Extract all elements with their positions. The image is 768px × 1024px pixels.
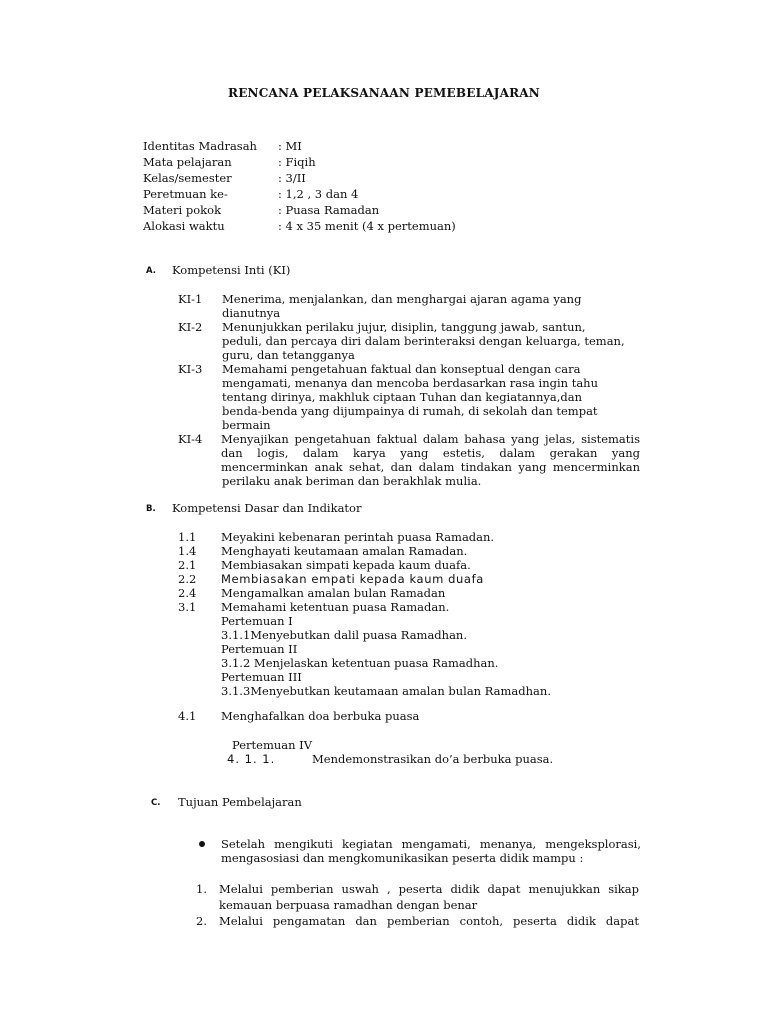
ki-text-line: Menyajikan pengetahuan faktual dalam bahasa yang jelas, sistematis [221,432,640,446]
kd-number: 1.1 [178,530,197,544]
indicator-text: 3.1.1Menyebutkan dalil puasa Ramadhan. [221,628,467,642]
kd-number: 2.4 [178,586,197,600]
ki-code: KI-2 [178,320,203,334]
identity-value: : Fiqih [278,155,316,169]
kd-text: Membiasakan simpati kepada kaum duafa. [221,558,471,572]
ki-text-line: Memahami pengetahuan faktual dan konseptual dengan cara [222,362,581,376]
identity-value: : MI [278,139,302,153]
ki-text-line: perilaku anak beriman dan berakhlak mulia. [222,474,482,488]
objective-line: kemauan berpuasa ramadhan dengan benar [219,898,478,912]
identity-value: : 1,2 , 3 dan 4 [278,187,359,201]
ki-text-line: Menerima, menjalankan, dan menghargai ajaran agama yang [222,292,582,306]
objective-line: Melalui pemberian uswah , peserta didik dapat menujukkan sikap [219,882,639,896]
ki-text-line: dan logis, dalam karya yang estetis, dalam gerakan yang [221,446,640,460]
identity-label: Peretmuan ke- [143,187,228,201]
ki-text-line: Menunjukkan perilaku jujur, disiplin, tanggung jawab, santun, [222,320,586,334]
ki-code: KI-1 [178,292,203,306]
ki-text-line: bermain [222,418,271,432]
meeting-label: Pertemuan I [221,614,293,628]
ki-code: KI-4 [178,432,203,446]
objective-intro-line: Setelah mengikuti kegiatan mengamati, menanya, mengeksplorasi, [221,837,641,851]
ki-text-line: tentang dirinya, makhluk ciptaan Tuhan dan kegiatannya,dan [222,390,583,404]
identity-value: : Puasa Ramadan [278,203,380,217]
ki-text-line: benda-benda yang dijumpainya di rumah, di sekolah dan tempat [222,404,598,418]
identity-label: Alokasi waktu [143,219,225,233]
kd-number: 2.1 [178,558,197,572]
section-heading: Tujuan Pembelajaran [178,795,302,809]
identity-value: : 3/II [278,171,306,185]
bullet-icon [199,841,205,847]
kd-text: Meyakini kebenaran perintah puasa Ramadan. [221,530,495,544]
meeting-label: Pertemuan II [221,642,298,656]
ki-text-line: guru, dan tetangganya [222,348,355,362]
kd-text: Memahami ketentuan puasa Ramadan. [221,600,450,614]
kd-text: Membiasakan empati kepada kaum duafa [221,572,484,586]
kd-text: Mengamalkan amalan bulan Ramadan [221,586,446,600]
ki-text-line: mencerminkan anak sehat, dan dalam tindakan yang mencerminkan [221,460,640,474]
indicator-number: 4. 1. 1. [227,752,276,766]
identity-label: Kelas/semester [143,171,232,185]
objective-number: 1. [196,882,207,896]
kd-text: Menghayati keutamaan amalan Ramadan. [221,544,468,558]
section-heading: Kompetensi Dasar dan Indikator [172,501,362,515]
identity-label: Identitas Madrasah [143,139,257,153]
kd-number: 1.4 [178,544,197,558]
section-marker: A. [146,266,156,276]
ki-code: KI-3 [178,362,203,376]
kd-number: 4.1 [178,709,197,723]
section-marker: B. [146,504,156,514]
objective-number: 2. [196,914,207,928]
objective-line: Melalui pengamatan dan pemberian contoh, peserta didik dapat [219,914,639,928]
section-marker: C. [151,798,161,808]
identity-label: Mata pelajaran [143,155,232,169]
objective-intro-line: mengasosiasi dan mengkomunikasikan peserta didik mampu : [221,851,584,865]
meeting-label: Pertemuan IV [232,738,313,752]
indicator-text: 3.1.2 Menjelaskan ketentuan puasa Ramadhan. [221,656,499,670]
kd-number: 2.2 [178,572,197,586]
section-heading: Kompetensi Inti (KI) [172,263,291,277]
kd-text: Menghafalkan doa berbuka puasa [221,709,420,723]
ki-text-line: mengamati, menanya dan mencoba berdasarkan rasa ingin tahu [222,376,598,390]
ki-text-line: peduli, dan percaya diri dalam berinteraksi dengan keluarga, teman, [222,334,625,348]
kd-number: 3.1 [178,600,197,614]
indicator-text: 3.1.3Menyebutkan keutamaan amalan bulan Ramadhan. [221,684,551,698]
identity-value: : 4 x 35 menit (4 x pertemuan) [278,219,456,233]
ki-text-line: dianutnya [222,306,281,320]
identity-label: Materi pokok [143,203,222,217]
meeting-label: Pertemuan III [221,670,302,684]
document-title: RENCANA PELAKSANAAN PEMEBELAJARAN [228,86,540,100]
indicator-text: Mendemonstrasikan do’a berbuka puasa. [312,752,554,766]
